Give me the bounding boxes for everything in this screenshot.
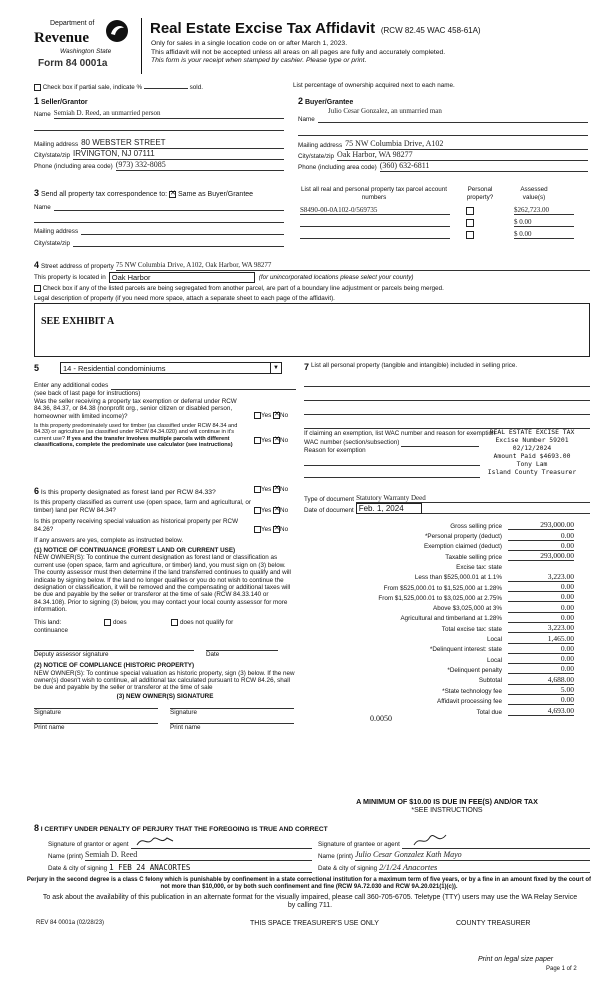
new-owner-signature-heading: (3) NEW OWNER(S) SIGNATURE [116,692,214,700]
section-number-1: 1 [34,96,40,106]
tax-row-label: Subtotal [478,677,502,685]
deputy-date-label: Date [206,651,220,659]
tax-row-label: Exemption claimed (deduct) [423,543,502,551]
reason-line-2[interactable] [304,466,480,478]
personal-property-line-1[interactable] [304,373,590,387]
tax-row-value[interactable]: 4,693.00 [508,706,574,716]
tax-row-value[interactable]: 3,223.00 [508,623,574,633]
buyer-contact [298,139,588,172]
notice2-heading: (2) NOTICE OF COMPLIANCE (HISTORIC PROPERTY) [34,661,195,669]
doc-date-label: Date of document [304,506,354,514]
tax-row [304,705,574,716]
citation: (RCW 82.45 WAC 458-61A) [380,26,481,35]
historic-no-checkbox[interactable] [273,526,280,533]
dropdown-arrow-icon[interactable]: ▼ [270,363,281,373]
wac-label: WAC number (section/subsection) [304,439,400,447]
partial-sale-label: Check box if partial sale, indicate % [42,84,143,91]
tax-row-value[interactable]: 0.00 [508,613,574,623]
doc-date-line [422,513,590,514]
tax-row-label: *Delinquent interest: state [429,646,502,654]
correspondence-section [34,188,284,247]
tax-row-label: From $1,525,000.01 to $3,025,000 at 2.75% [378,594,502,602]
seller-heading: Seller/Grantor [40,99,88,106]
assessed-value-2[interactable]: $ 0.00 [514,218,574,227]
tax-row [304,602,574,612]
tax-row-value[interactable]: 0.00 [508,592,574,602]
does-label: does [113,619,127,627]
deputy-signature-label: Deputy assessor signature [34,651,109,659]
correspondence-name-line-2[interactable] [34,211,284,223]
assessed-value-3[interactable]: $ 0.00 [514,230,574,239]
header-divider [141,18,142,74]
stamp-excise-number: Excise Number 59201 [495,436,569,444]
dept-logo [34,20,130,78]
notice2-text: NEW OWNER(S): To continue special valuation as historic property, sign (3) below. If the new owner(s) doesn't wish to continue, all additional tax calculated pursuant to RCW 84.26, shall be due and payable by the seller or transferor at the time of sale [34,669,295,692]
tax-row-value[interactable]: 0.00 [508,541,574,551]
seller-name-line-2[interactable] [34,119,284,131]
grantor-signature-block [48,836,312,873]
personal-property-label: List all personal property (tangible and intangible) included in selling price. [311,362,518,369]
yes-label: Yes [261,412,272,420]
exemption-no-checkbox[interactable] [273,412,280,419]
tax-row [304,541,574,551]
correspondence-label: Send all property tax correspondence to: [40,191,168,198]
notice1-heading: (1) NOTICE OF CONTINUANCE (FOREST LAND OR CURRENT USE) [34,546,236,554]
seller-contact [34,137,284,171]
personal-property-line-2[interactable] [304,387,590,401]
tax-row-label: Total excise tax: state [441,625,502,633]
tax-row-value[interactable]: 4,688.00 [508,675,574,685]
correspondence-city-field[interactable] [73,246,284,247]
buyer-city-label: City/state/zip [298,153,335,161]
doc-date-field[interactable]: Feb. 1, 2024 [356,503,422,514]
tax-row-value[interactable]: 0.00 [508,695,574,705]
grantee-signature-block [318,836,590,873]
assessed-header: Assessed value(s) [520,186,548,201]
yes-label: Yes [261,506,272,514]
tax-row-label: Taxable selling price [445,553,502,561]
tax-row-value[interactable]: 0.00 [508,664,574,674]
accessibility-notice: To ask about the availability of this publication in an alternate format for the visually impaired, please call 360-705-6705. Teletype (TTY) users may use the WA Relay Service by calling 711. [42,894,578,910]
form-number: Form 84 0001a [38,58,108,69]
buyer-name-field[interactable]: Julio Cesar Gonzalez, an unmarried man [328,107,442,116]
notice-1: Only for sales in a single location code on or after March 1, 2023. [151,40,348,47]
tax-table [304,520,574,716]
tax-row [304,695,574,705]
grantor-signature-scribble [135,833,175,849]
page-title: Real Estate Excise Tax Affidavit [150,20,376,37]
personal-checkbox-1[interactable] [466,207,474,215]
personal-property-line-3[interactable] [304,401,590,415]
seller-phone-label: Phone (including area code) [34,163,113,171]
revenue-swirl-icon [104,18,130,44]
perjury-notice: Perjury in the second degree is a class C felony which is punishable by confinement in a state correctional institution for a maximum term of five years, or by a fine in an amount fixed by the court of not more than $10,000, or by both such confinement and fine (RCW 9A.72.030 and RCW 9A.20.021(1)(c)). [26,877,592,891]
seller-city-label: City/state/zip [34,152,71,160]
tax-row-label: *Personal property (deduct) [424,533,502,541]
open-space-no-checkbox[interactable] [273,507,280,514]
tax-row-value[interactable]: 0.00 [508,654,574,664]
yes-label: Yes [261,486,272,494]
ownership-note: List percentage of ownership acquired next to each name. [293,82,455,89]
grantor-signature-label: Signature of grantor or agent [48,841,129,849]
correspondence-name-label: Name [34,203,51,211]
seller-city-field[interactable]: IRVINGTON, NJ 07111 [73,149,284,160]
tax-row-label: Affidavit processing fee [437,697,502,705]
page-number: Page 1 of 2 [546,966,577,972]
no-label: No [280,486,289,494]
seller-mailing-field[interactable]: 80 WEBSTER STREET [81,138,284,149]
grantor-name-field[interactable]: Semiah D. Reed [85,850,312,861]
tax-row-label: From $525,000.01 to $1,525,000 at 1.28% [383,584,502,592]
forest-section [34,486,296,731]
use-code-section [34,362,296,448]
seller-phone-field[interactable]: (973) 332-8085 [116,160,284,171]
buyer-phone-field[interactable]: (360) 632-6811 [380,161,588,172]
property-section [34,260,590,302]
treasurer-use-label: THIS SPACE TREASURER'S USE ONLY [250,920,379,927]
stamp-amount: Amount Paid $4693.00 [493,452,571,460]
same-as-buyer-checkbox[interactable] [169,191,176,198]
same-as-buyer-label: Same as Buyer/Grantee [177,191,254,198]
does-not-label: does not qualify for [180,619,234,627]
street-address-field[interactable]: 75 NW Columbia Drive, A102, Oak Harbor, WA 98277 [116,261,590,270]
grantor-date-label: Date & city of signing [48,865,108,873]
section-number-5: 5 [34,362,40,373]
grantee-signature-label: Signature of grantee or agent [318,841,400,849]
personal-property-line-4[interactable] [304,415,590,429]
legal-description: SEE EXHIBIT A [41,316,115,327]
section-number-7: 7 [304,362,310,372]
buyer-phone-label: Phone (including area code) [298,164,377,172]
exemption-yes-checkbox[interactable] [254,412,261,419]
tax-row [304,582,574,592]
owner2-print-label: Print name [170,723,201,731]
tax-row [304,592,574,602]
see-back-label: (see back of last page for instructions) [34,389,141,397]
certification-section [34,823,590,834]
stamp-title: REAL ESTATE EXCISE TAX [489,428,575,436]
tax-row-label: Local [486,636,502,644]
timber-yes-checkbox[interactable] [254,437,261,444]
personal-checkbox-3[interactable] [466,231,474,239]
tax-row-value[interactable]: 0.00 [508,582,574,592]
parcel-row-1 [300,203,590,215]
parcel-number-1[interactable]: S8490-00-0A102-0/569735 [300,206,450,215]
exemption-question: Was the seller receiving a property tax exemption or deferral under RCW 84.36, 84.37, or 84.38 (nonprofit org., senior citizen or disabled person, homeowner with limited income)? [34,398,237,420]
exemption-wac-label: If claiming an exemption, list WAC number and reason for exemption [304,429,496,437]
located-label: This property is located in [34,273,106,281]
parcel-number-2[interactable] [300,226,450,227]
forest-no-checkbox[interactable] [273,486,280,493]
document-info [304,494,590,514]
forest-question: Is this property designated as forest land per RCW 84.33? [40,489,216,496]
this-land-label: This land: [34,619,62,627]
tax-row-value[interactable]: 5.00 [508,685,574,695]
tax-row-label: Agricultural and timberland at 1.28% [400,615,502,623]
wac-field[interactable] [401,446,479,447]
segregated-checkbox[interactable] [34,285,41,292]
legal-size-note: Print on legal size paper [478,956,554,963]
reason-line-1[interactable] [304,454,480,466]
tax-row [304,561,574,571]
street-label: Street address of property [41,263,114,271]
tax-row [304,654,574,664]
parcel-row-2 [300,215,590,227]
tax-row [304,571,574,581]
stamp-treasurer-title: Island County Treasurer [487,468,577,476]
revision-number: REV 84 0001a (02/28/23) [36,920,105,926]
tax-row-value[interactable]: 0.00 [508,644,574,654]
dept-line1: Department of [50,20,95,27]
stamp-date: 02/12/2024 [512,444,552,452]
tax-row-label: Less than $525,000.01 at 1.1% [414,574,502,582]
tax-row [304,623,574,633]
segregated-label: Check box if any of the listed parcels are being segregated from another parcel, are part of a boundary line adjustment or parcels being merged. [42,284,444,292]
does-checkbox[interactable] [104,619,111,626]
notice1-text: NEW OWNER(S): To continue the current designation as forest land or classification as current use (open space, farm and agriculture, or timber) land, you must sign on (3) below. The county assessor must then determine if the land transferred continues to qualify and will indicate by signing below. If the land no longer qualifies or you do not wish to continue the designation or classification, it will be removed and the compensating or additional taxes will be due and payable by the seller or transferor at the time of sale (RCW 84.33.140 or 84.34.108). Prior to signing (3) below, you may contact your local county assessor for more information. [34,554,291,613]
parcel-row-3 [300,227,590,239]
buyer-name-line[interactable] [318,117,588,123]
timber-question: Is this property predominately used for timber (as classified under RCW 84.34 and 84.33) or agriculture (as classified under RCW 84.34.020) and will continue in it's current use? [34,422,238,442]
grantee-signature-scribble [410,831,450,849]
section-number-8: 8 [34,823,40,833]
reason-label: Reason for exemption [304,446,366,454]
parcel-number-3[interactable] [300,238,450,239]
section-number-4: 4 [34,260,40,270]
continuance-label: continuance [34,626,68,634]
located-note: (for unincorporated locations please select your county) [258,273,414,281]
dept-line2: Revenue [34,30,89,46]
forest-yes-checkbox[interactable] [254,486,261,493]
header-notices [151,40,591,66]
tax-row-label: *State technology fee [442,687,502,695]
tax-row [304,674,574,684]
see-instructions-note: *SEE INSTRUCTIONS [411,807,483,814]
partial-percent-field[interactable] [144,82,188,89]
partial-sale-checkbox[interactable] [34,84,41,91]
tax-row-value[interactable]: 3,223.00 [508,572,574,582]
section-number-6: 6 [34,486,40,496]
notice-3: This form is your receipt when stamped by cashier. Please type or print. [151,57,367,65]
tax-row [304,613,574,623]
parcel-table [300,186,590,239]
legal-description-box[interactable] [34,303,590,357]
timber-no-checkbox[interactable] [273,437,280,444]
legal-label: Legal description of property (if you need more space, attach a separate sheet to each page of the affidavit). [34,294,335,302]
correspondence-city-label: City/state/zip [34,239,71,247]
minimum-fee-note: A MINIMUM OF $10.00 IS DUE IN FEE(S) AND/OR TAX [356,797,538,806]
grantee-signature-field[interactable] [402,837,590,849]
doc-type-label: Type of document [304,495,355,503]
open-space-yes-checkbox[interactable] [254,507,261,514]
tax-row [304,633,574,643]
grantor-date-field[interactable]: 1 FEB 24 ANACORTES [109,863,312,873]
owner1-signature-label: Signature [34,709,61,717]
tax-row [304,644,574,654]
seller-name-field[interactable]: Semiah D. Reed, an unmarried person [54,109,284,118]
use-code-select[interactable] [60,362,282,374]
personal-header: Personal property? [466,186,494,201]
grantee-name-field[interactable]: Julio Cesar Gonzalez Kath Mayo [355,850,590,861]
partial-sold-label: sold. [189,84,203,91]
buyer-mailing-field[interactable]: 75 NW Columbia Drive, A102 [345,139,588,150]
no-label: No [280,525,289,533]
owner1-print-label: Print name [34,723,65,731]
buyer-mailing-label: Mailing address [298,142,343,150]
tax-row-label: Above $3,025,000 at 3% [433,605,502,613]
form-title [150,20,590,38]
tax-row-label: Total due [476,708,502,716]
additional-codes-label: Enter any additional codes [34,382,109,389]
parcel-header: List all real and personal property tax parcel account numbers [301,186,447,201]
grantor-signature-field[interactable] [131,837,312,849]
correspondence-mailing-label: Mailing address [34,227,79,235]
correspondence-name-field[interactable] [54,210,284,211]
tax-row-value[interactable]: 0.00 [508,603,574,613]
owner2-signature-label: Signature [170,709,197,717]
grantee-date-label: Date & city of signing [318,865,378,873]
tax-row [304,530,574,540]
tax-row-value[interactable]: 293,000.00 [508,520,574,530]
personal-checkbox-2[interactable] [466,219,474,227]
tax-row-label: Gross selling price [450,522,502,530]
partial-sale-row [34,82,284,92]
grantee-date-field[interactable]: 2/1/24 Anacortes [379,862,590,873]
notice-2: This affidavit will not be accepted unless all areas on all pages are fully and accurately completed. [151,48,446,56]
open-space-question: Is this property classified as current use (open space, farm and agricultural, or timber) land per RCW 84.34? [34,499,251,514]
tax-row [304,685,574,695]
seller-name-label: Name [34,111,51,119]
buyer-section [298,96,588,136]
yes-label: Yes [261,436,272,444]
historic-question: Is this property receiving special valuation as historical property per RCW 84.26? [34,518,239,533]
yes-label: Yes [261,525,272,533]
buyer-city-field[interactable]: Oak Harbor, WA 98277 [337,150,588,161]
tax-row-label: Local [486,656,502,664]
tax-row-label: *Delinquent penalty [447,666,502,674]
county-treasurer-label: COUNTY TREASURER [456,920,531,927]
assessed-value-1[interactable]: $262,723.00 [514,206,574,215]
tax-row-label: Excise tax: state [456,563,502,571]
grantee-name-label: Name (print) [318,853,353,861]
local-rate: 0.0050 [370,714,392,723]
stamp-treasurer-name: Tony Lam [516,460,548,468]
correspondence-mailing-field[interactable] [81,234,284,235]
does-not-checkbox[interactable] [171,619,178,626]
seller-mailing-label: Mailing address [34,141,79,149]
tax-row [304,551,574,561]
buyer-heading: Buyer/Grantee [304,99,354,106]
no-label: No [280,506,289,514]
tax-row [304,520,574,530]
doc-type-field[interactable]: Statutory Warranty Deed [356,494,590,503]
tax-row-value[interactable]: 293,000.00 [508,551,574,561]
no-label: No [280,412,289,420]
use-code-value: 14 - Residential condominiums [63,363,166,373]
no-label: No [280,436,289,444]
dept-line3: Washington State [60,48,112,55]
section-number-2: 2 [298,96,304,106]
location-select[interactable]: Oak Harbor [109,272,255,283]
timber-question-bold: If yes and the transfer involves multiple parcels with different classifications, complete the predominate use calculator (see instructions) [34,435,233,449]
certify-label: I CERTIFY UNDER PENALTY OF PERJURY THAT THE FOREGOING IS TRUE AND CORRECT [40,826,328,833]
buyer-name-line-2[interactable] [298,123,588,136]
section-number-3: 3 [34,188,40,198]
grantor-name-label: Name (print) [48,853,83,861]
historic-yes-checkbox[interactable] [254,526,261,533]
tax-row [304,664,574,674]
tax-row-value[interactable]: 0.00 [508,531,574,541]
treasurer-stamp [470,428,594,476]
buyer-name-label: Name [298,115,315,123]
answers-instruction: If any answers are yes, complete as instructed below. [34,537,184,545]
tax-row-value[interactable]: 1,465.00 [508,634,574,644]
